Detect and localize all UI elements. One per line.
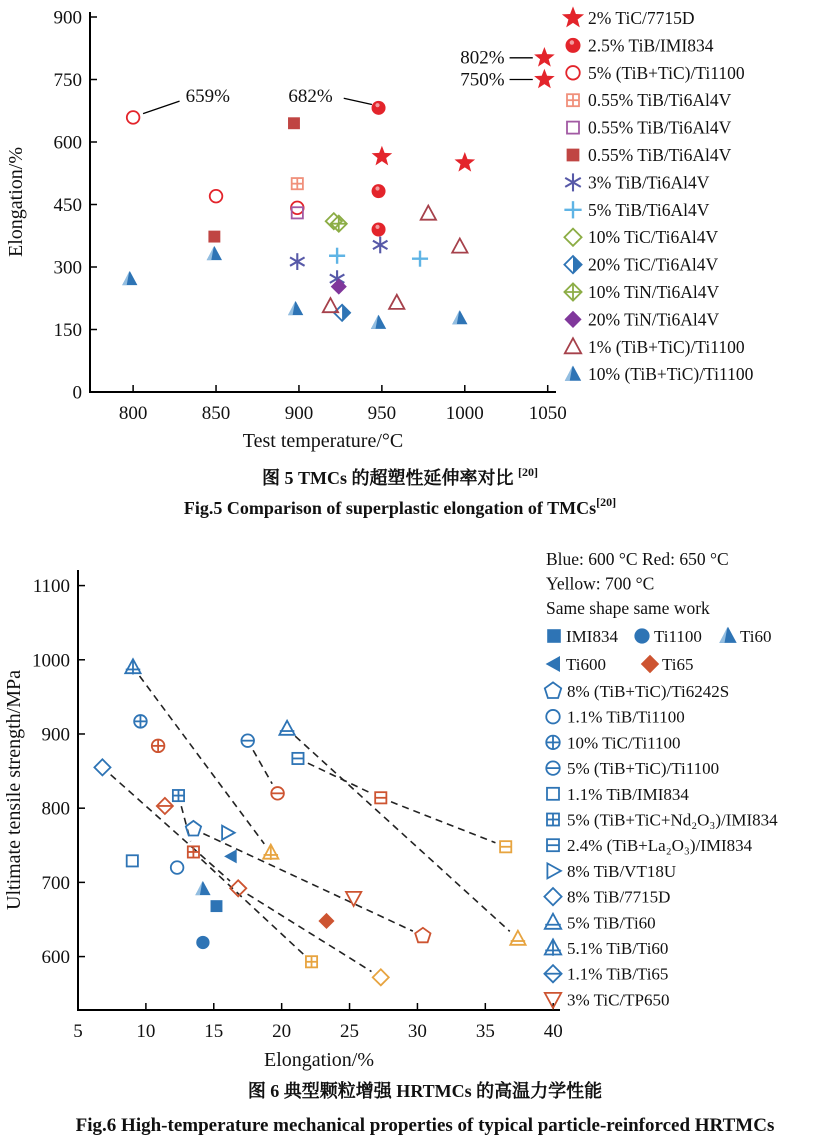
data-point	[306, 956, 317, 967]
link-dashed-line	[111, 775, 230, 881]
triangle-right-icon	[547, 863, 561, 878]
annotation-label: 802%	[460, 47, 505, 69]
x-tick-label: 20	[272, 1021, 292, 1042]
data-point	[534, 47, 555, 67]
legend-icon	[546, 656, 560, 672]
x-tick-label: 950	[367, 403, 397, 424]
data-point	[122, 271, 137, 285]
legend-icon	[545, 914, 561, 929]
data-point	[500, 841, 511, 852]
legend-icon	[565, 366, 581, 381]
legend-icon	[564, 256, 581, 273]
triangle-minus-icon	[510, 931, 525, 945]
x-tick-label: 40	[543, 1021, 563, 1042]
legend-icon	[567, 149, 580, 162]
y-tick-label: 1100	[32, 576, 70, 598]
y-tick-label: 700	[41, 872, 70, 894]
data-point	[171, 861, 184, 874]
data-point	[372, 223, 386, 237]
annotation-leader-line	[344, 98, 372, 104]
fig6-caption-en: Fig.6 High-temperature mechanical properties of typical particle-reinforced HRTMCs	[75, 1115, 775, 1136]
legend-icon	[566, 38, 581, 53]
data-point	[375, 792, 386, 803]
square-icon	[288, 117, 300, 129]
data-point	[207, 246, 222, 260]
data-point	[210, 190, 223, 203]
diamond-icon	[641, 655, 659, 673]
legend-icon	[546, 710, 560, 724]
data-point	[271, 787, 284, 800]
data-point	[125, 659, 140, 674]
legend-icon	[567, 94, 579, 106]
data-point	[288, 117, 300, 129]
legend-label: 3% TiC/TP650	[567, 990, 670, 1010]
x-tick-label: 30	[407, 1021, 427, 1042]
link-dashed-line	[308, 763, 371, 793]
legend-label: 0.55% TiB/Ti6Al4V	[588, 117, 732, 138]
fig5-legend	[562, 6, 754, 384]
data-point	[208, 231, 220, 243]
triangle-left-icon	[224, 849, 237, 863]
legend-label: 1.1% TiB/Ti65	[567, 964, 669, 984]
link-dashed-line	[203, 834, 413, 932]
data-point	[455, 152, 476, 172]
legend-label: 10% TiN/Ti6Al4V	[588, 282, 720, 302]
annotation-label: 682%	[288, 86, 333, 107]
data-point	[186, 821, 201, 836]
fig6-caption-zh: 图 6 典型颗粒增强 HRTMCs 的高温力学性能	[247, 1081, 603, 1101]
y-tick-label: 450	[53, 195, 82, 216]
legend-header: Blue: 600 °C Red: 650 °C	[546, 549, 729, 569]
y-tick-label: 150	[53, 320, 82, 341]
star-icon	[534, 69, 555, 89]
legend-label: 0.55% TiB/Ti6Al4V	[588, 145, 732, 165]
circle-open-icon	[546, 710, 560, 724]
legend-icon	[566, 66, 580, 80]
data-point	[389, 295, 404, 309]
y-tick-label: 1000	[32, 650, 70, 672]
legend-label: 5.1% TiB/Ti60	[567, 939, 669, 958]
data-point	[134, 715, 147, 728]
triangle-down-icon	[346, 892, 361, 906]
y-tick-label: 800	[41, 798, 70, 820]
x-tick-label: 25	[340, 1021, 360, 1042]
x-tick-label: 5	[73, 1021, 83, 1042]
pentagon-icon	[415, 928, 430, 943]
x-tick-label: 800	[118, 403, 148, 424]
y-tick-label: 300	[53, 257, 82, 279]
legend-label: 10% TiC/Ti1100	[567, 733, 681, 753]
triangle-open-icon	[565, 338, 581, 353]
legend-icon	[547, 814, 559, 826]
fig6-legend	[544, 549, 778, 1009]
data-point	[196, 936, 209, 949]
triangle-right-icon	[222, 826, 235, 840]
legend-icon	[545, 682, 561, 698]
legend-label: 20% TiC/Ti6Al4V	[588, 254, 719, 275]
data-point	[412, 251, 428, 267]
y-tick-label: 0	[72, 382, 82, 404]
data-point	[222, 826, 235, 840]
square-icon	[211, 900, 223, 912]
data-point	[224, 849, 237, 863]
diamond-open-icon	[94, 759, 110, 775]
star-icon	[455, 152, 476, 172]
legend-icon	[719, 627, 736, 643]
y-tick-label: 900	[41, 724, 70, 746]
circle-icon	[634, 628, 649, 643]
legend-label: Ti600	[566, 655, 607, 674]
legend-label: 8% (TiB+TiC)/Ti6242S	[567, 682, 730, 701]
data-point	[152, 740, 165, 753]
sphere-icon	[372, 223, 386, 237]
data-point	[279, 721, 294, 735]
legend-label: 5% TiB/Ti60	[567, 913, 656, 933]
star-icon	[534, 47, 555, 67]
pentagon-icon	[545, 682, 561, 698]
legend-icon	[547, 839, 559, 851]
legend-icon	[564, 229, 581, 246]
legend-label: 5% TiB/Ti6Al4V	[588, 199, 710, 220]
diamond-icon	[564, 311, 581, 328]
fig5-caption-zh: 图 5 TMCs 的超塑性延伸率对比 [20]	[262, 465, 538, 488]
legend-label: 5% (TiB+TiC+Nd₂O₃)/IMI834	[567, 810, 778, 830]
fig5-caption-en: Fig.5 Comparison of superplastic elongation of TMCs[20]	[183, 495, 617, 518]
data-point	[510, 931, 525, 945]
diamond-open-icon	[544, 888, 561, 905]
legend-icon	[547, 629, 561, 643]
annotation-leader-line	[143, 101, 179, 114]
annotation-label: 659%	[185, 86, 230, 107]
data-point	[288, 301, 303, 315]
legend-icon	[544, 888, 561, 905]
legend-label: 8% TiB/VT18U	[567, 861, 677, 881]
sphere-highlight	[375, 186, 379, 190]
x-tick-label: 15	[204, 1021, 224, 1042]
data-point	[452, 310, 467, 324]
x-tick-label: 850	[201, 403, 231, 424]
fig6-y-axis-label: Ultimate tensile strength/MPa	[3, 670, 25, 910]
legend-icon	[544, 965, 561, 982]
legend-label: Ti65	[662, 655, 694, 674]
data-point	[372, 184, 386, 198]
circle-open-icon	[127, 111, 140, 124]
legend-icon	[564, 311, 581, 328]
legend-label: 5% (TiB+TiC)/Ti1100	[588, 62, 745, 83]
data-point	[373, 969, 389, 985]
sphere-highlight	[375, 103, 379, 107]
legend-icon	[565, 173, 581, 191]
square-open-icon	[127, 855, 138, 866]
legend-icon	[547, 863, 561, 878]
square-open-icon	[547, 788, 559, 800]
x-tick-label: 900	[284, 403, 314, 424]
data-point	[195, 881, 210, 895]
legend-icon	[562, 6, 584, 27]
data-point	[329, 248, 345, 264]
square-icon	[547, 629, 561, 643]
legend-icon	[545, 939, 561, 955]
legend-label: 5% (TiB+TiC)/Ti1100	[567, 759, 720, 779]
data-point	[127, 111, 140, 124]
data-point	[372, 146, 393, 166]
square-icon	[208, 231, 220, 243]
y-tick-label: 900	[53, 7, 82, 29]
data-point	[263, 845, 278, 860]
data-point	[173, 790, 184, 801]
legend-label: 2.5% TiB/IMI834	[588, 35, 714, 56]
legend-label: 10% TiC/Ti6Al4V	[588, 227, 719, 248]
y-tick-label: 600	[53, 132, 82, 154]
legend-icon	[634, 628, 649, 643]
data-point	[211, 900, 223, 912]
legend-icon	[567, 122, 579, 134]
axis-line	[78, 570, 560, 1010]
star-icon	[372, 146, 393, 166]
legend-label: Ti1100	[654, 627, 702, 646]
data-point	[127, 855, 138, 866]
data-point	[157, 798, 173, 814]
circle-open-icon	[171, 861, 184, 874]
x-tick-label: 35	[475, 1021, 495, 1042]
data-point	[373, 237, 388, 254]
sphere-highlight	[375, 225, 379, 229]
legend-icon	[547, 788, 559, 800]
legend-label: 0.55% TiB/Ti6Al4V	[588, 90, 732, 111]
circle-open-icon	[566, 66, 580, 80]
legend-label: 10% (TiB+TiC)/Ti1100	[588, 364, 754, 385]
fig6-plot	[32, 570, 563, 1042]
link-dashed-line	[253, 750, 272, 784]
legend-label: 3% TiB/Ti6Al4V	[588, 172, 710, 193]
data-point	[372, 101, 386, 115]
fig5-x-axis-label: Test temperature/°C	[242, 430, 404, 452]
link-dashed-line	[295, 736, 510, 931]
y-tick-label: 750	[53, 70, 82, 91]
square-open-icon	[567, 122, 579, 134]
legend-label: IMI834	[566, 627, 618, 646]
fig5-plot	[54, 8, 567, 425]
data-point	[421, 206, 436, 220]
legend-label: 20% TiN/Ti6Al4V	[588, 309, 720, 330]
triangle-open-icon	[421, 206, 436, 220]
legend-header: Same shape same work	[546, 598, 710, 618]
diamond-half-fill	[342, 305, 350, 321]
legend-label: 2.4% (TiB+La₂O₃)/IMI834	[567, 836, 753, 856]
y-tick-label: 600	[41, 947, 70, 969]
legend-icon	[546, 736, 560, 750]
legend-icon	[564, 283, 581, 300]
data-point	[534, 69, 555, 89]
data-point	[290, 253, 305, 270]
data-point	[452, 239, 467, 253]
x-tick-label: 1050	[528, 403, 567, 424]
legend-label: 8% TiB/7715D	[567, 887, 671, 907]
triangle-left-icon	[546, 656, 560, 672]
fig6-x-axis-label: Elongation/%	[264, 1049, 374, 1071]
legend-icon	[641, 655, 659, 673]
x-tick-label: 10	[136, 1021, 156, 1042]
star-icon	[562, 6, 584, 27]
link-dashed-line	[140, 676, 265, 844]
diamond-open-icon	[564, 229, 581, 246]
data-point	[415, 928, 430, 943]
data-point	[318, 913, 334, 929]
data-point	[188, 846, 199, 857]
sphere-highlight	[570, 40, 575, 45]
fig5-y-axis-label: Elongation/%	[5, 147, 27, 257]
triangle-minus-icon	[545, 914, 561, 929]
legend-header: Yellow: 700 °C	[546, 573, 655, 594]
sphere-icon	[566, 38, 581, 53]
data-point	[346, 892, 361, 906]
triangle-open-icon	[389, 295, 404, 309]
sphere-icon	[372, 184, 386, 198]
sphere-icon	[372, 101, 386, 115]
legend-label: 1.1% TiB/IMI834	[567, 784, 689, 804]
circle-icon	[196, 936, 209, 949]
triangle-minus-icon	[279, 721, 294, 735]
legend-icon	[565, 338, 581, 353]
legend-icon	[564, 201, 581, 218]
annotation-label: 750%	[460, 69, 505, 91]
data-point	[292, 178, 303, 189]
data-point	[241, 734, 254, 747]
circle-open-icon	[210, 190, 223, 203]
legend-label: 1% (TiB+TiC)/Ti1100	[588, 336, 745, 357]
legend-label: 1.1% TiB/Ti1100	[567, 707, 685, 727]
triangle-open-icon	[452, 239, 467, 253]
diamond-icon	[318, 913, 334, 929]
data-point	[292, 753, 303, 764]
legend-label: 2% TiC/7715D	[588, 8, 695, 28]
x-tick-label: 1000	[445, 403, 484, 424]
legend-icon	[546, 761, 560, 775]
square-icon	[567, 149, 580, 162]
legend-label: Ti60	[740, 627, 772, 646]
pentagon-icon	[186, 821, 201, 836]
diamond-open-icon	[373, 969, 389, 985]
diamond-half-fill	[573, 256, 582, 273]
data-point	[94, 759, 110, 775]
data-point	[371, 315, 386, 329]
